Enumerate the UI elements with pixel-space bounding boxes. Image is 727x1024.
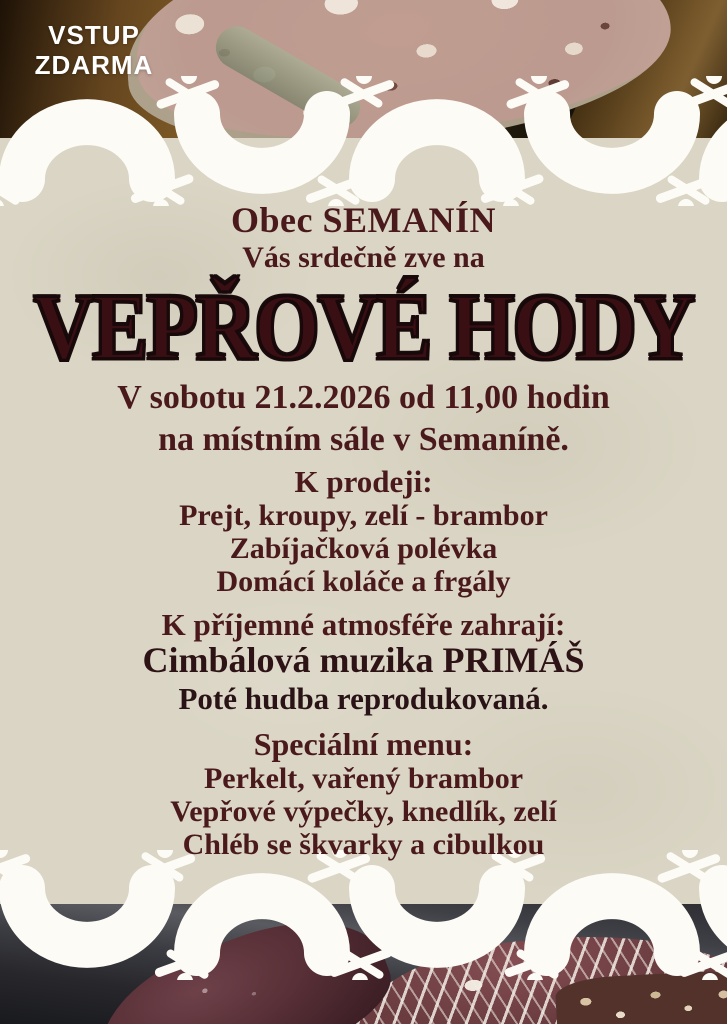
sale-item: Zabíjačková polévka bbox=[229, 532, 498, 565]
sausage-link-icon bbox=[547, 896, 677, 953]
music-after-note: Poté hudba reprodukovaná. bbox=[178, 681, 549, 716]
menu-item: Chléb se škvarky a cibulkou bbox=[182, 828, 545, 861]
sausage-garland-top bbox=[0, 76, 727, 206]
sausage-tie-icon bbox=[330, 76, 395, 110]
menu-heading: Speciální menu: bbox=[253, 726, 474, 762]
band-name: Cimbálová muzika PRIMÁŠ bbox=[142, 640, 585, 680]
sale-item: Prejt, kroupy, zelí - brambor bbox=[179, 499, 548, 532]
sausage-link-icon bbox=[197, 896, 327, 953]
sausage-link-icon bbox=[372, 888, 502, 945]
event-date: V sobotu 21.2.2026 od 11,00 hodin bbox=[117, 379, 610, 416]
sausage-link-icon bbox=[372, 122, 502, 179]
sausage-link-icon bbox=[22, 888, 152, 945]
sausage-link-icon bbox=[547, 114, 677, 171]
menu-item: Perkelt, vařený brambor bbox=[203, 762, 524, 795]
sausage-link-icon bbox=[22, 122, 152, 179]
event-venue: na místním sále v Semaníně. bbox=[158, 421, 569, 458]
poster-paper-background bbox=[0, 138, 727, 904]
organizer-name: Obec SEMANÍN bbox=[231, 200, 496, 240]
sale-heading: K prodeji: bbox=[294, 464, 433, 499]
sausage-link-icon bbox=[722, 888, 727, 945]
menu-item: Vepřové výpečky, knedlík, zelí bbox=[170, 795, 557, 828]
music-heading: K příjemné atmosféře zahrají: bbox=[161, 607, 566, 642]
sausage-tie-icon bbox=[680, 76, 727, 110]
free-entry-line2: ZDARMA bbox=[34, 50, 154, 80]
event-title: VEPŘOVÉ HODY bbox=[33, 275, 694, 380]
sausage-link-icon bbox=[722, 122, 727, 179]
sale-item: Domácí koláče a frgály bbox=[216, 565, 511, 598]
sausage-link-icon bbox=[197, 114, 327, 171]
sausage-garland-bottom bbox=[0, 850, 727, 980]
invitation-line: Vás srdečně zve na bbox=[242, 241, 485, 274]
free-entry-badge bbox=[16, 20, 172, 80]
free-entry-line1: VSTUP bbox=[48, 20, 140, 50]
